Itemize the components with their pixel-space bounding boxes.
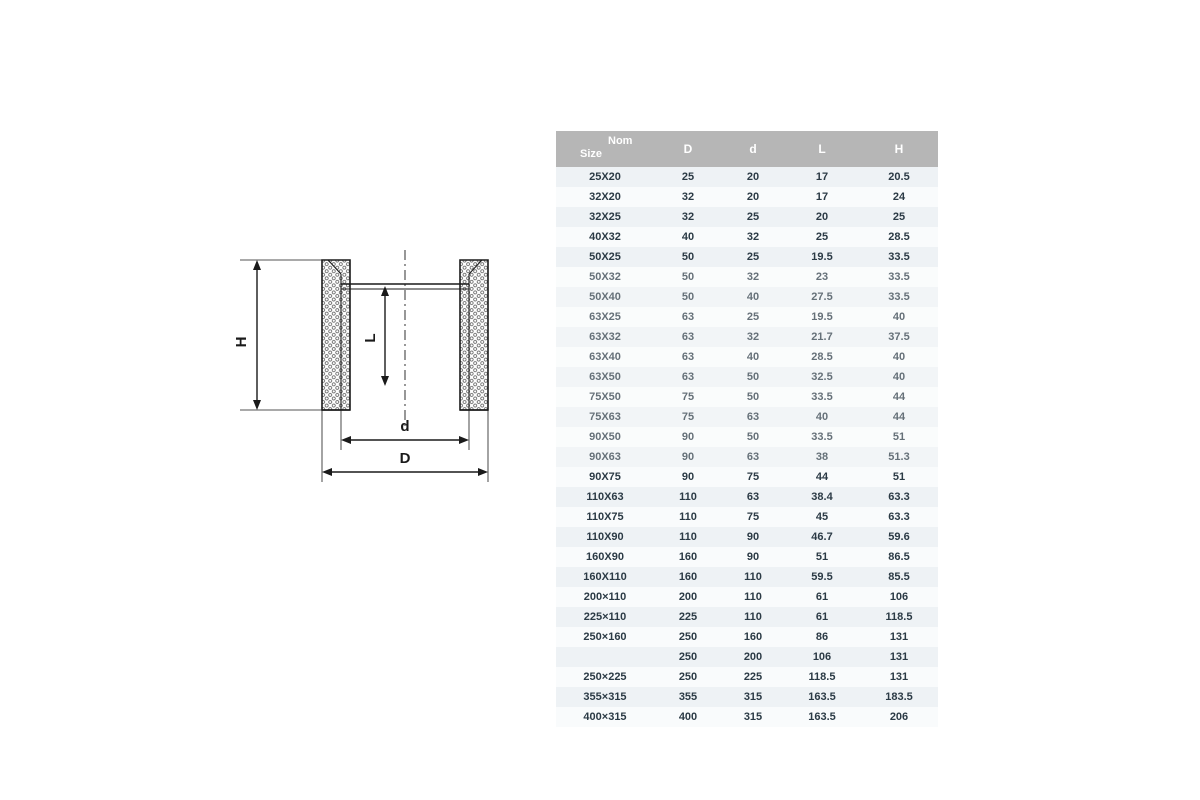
table-row xyxy=(556,207,938,227)
table-row xyxy=(556,307,938,327)
cell-d: 110 xyxy=(722,587,784,607)
cell-L: 33.5 xyxy=(784,387,860,407)
dimension-L xyxy=(362,286,389,386)
table-row xyxy=(556,227,938,247)
column-header-size-size: Size xyxy=(580,148,603,160)
cell-D: 25 xyxy=(654,167,722,187)
cell-d: 50 xyxy=(722,367,784,387)
cell-H: 33.5 xyxy=(860,247,938,267)
cell-size: 63X50 xyxy=(556,367,654,387)
cell-d: 32 xyxy=(722,227,784,247)
dimension-H xyxy=(233,260,322,410)
table-row xyxy=(556,387,938,407)
cell-H: 28.5 xyxy=(860,227,938,247)
cell-L: 45 xyxy=(784,507,860,527)
cell-size: 75X63 xyxy=(556,407,654,427)
technical-drawing xyxy=(210,250,540,510)
cell-H: 40 xyxy=(860,367,938,387)
table-row xyxy=(556,707,938,727)
cell-size: 110X75 xyxy=(556,507,654,527)
cell-size: 63X25 xyxy=(556,307,654,327)
cell-H: 25 xyxy=(860,207,938,227)
dimension-label-L: L xyxy=(362,333,379,343)
cell-size: 355×315 xyxy=(556,687,654,707)
cell-D: 355 xyxy=(654,687,722,707)
table-row xyxy=(556,427,938,447)
table-row xyxy=(556,587,938,607)
table-row xyxy=(556,327,938,347)
cell-H: 20.5 xyxy=(860,167,938,187)
table-row xyxy=(556,547,938,567)
cell-D: 90 xyxy=(654,467,722,487)
cell-D: 250 xyxy=(654,647,722,667)
column-header-d: d xyxy=(722,131,784,167)
table-row xyxy=(556,367,938,387)
cell-size: 90X75 xyxy=(556,467,654,487)
cell-H: 59.6 xyxy=(860,527,938,547)
cell-D: 250 xyxy=(654,667,722,687)
table-row xyxy=(556,347,938,367)
table-row xyxy=(556,467,938,487)
cell-L: 21.7 xyxy=(784,327,860,347)
cell-size: 50X32 xyxy=(556,267,654,287)
table-row xyxy=(556,167,938,187)
cell-size: 225×110 xyxy=(556,607,654,627)
column-header-H: H xyxy=(860,131,938,167)
cell-L: 61 xyxy=(784,607,860,627)
cell-L: 23 xyxy=(784,267,860,287)
cell-D: 50 xyxy=(654,247,722,267)
table-row xyxy=(556,607,938,627)
cell-d: 63 xyxy=(722,487,784,507)
cell-D: 110 xyxy=(654,507,722,527)
cell-L: 118.5 xyxy=(784,667,860,687)
cell-d: 90 xyxy=(722,547,784,567)
cell-H: 51 xyxy=(860,427,938,447)
column-header-L: L xyxy=(784,131,860,167)
cell-d: 25 xyxy=(722,207,784,227)
cell-H: 118.5 xyxy=(860,607,938,627)
cell-D: 160 xyxy=(654,567,722,587)
coupling-cross-section-svg xyxy=(210,250,540,510)
cell-L: 44 xyxy=(784,467,860,487)
cell-L: 40 xyxy=(784,407,860,427)
cell-H: 33.5 xyxy=(860,267,938,287)
cell-L: 61 xyxy=(784,587,860,607)
cell-d: 20 xyxy=(722,167,784,187)
cell-H: 40 xyxy=(860,307,938,327)
cell-size: 160X110 xyxy=(556,567,654,587)
cell-H: 63.3 xyxy=(860,487,938,507)
cell-D: 40 xyxy=(654,227,722,247)
specifications-table xyxy=(556,131,938,727)
cell-L: 163.5 xyxy=(784,707,860,727)
dimension-label-d: d xyxy=(400,418,410,435)
cell-d: 32 xyxy=(722,327,784,347)
cell-L: 20 xyxy=(784,207,860,227)
cell-L: 46.7 xyxy=(784,527,860,547)
table-row xyxy=(556,527,938,547)
cell-H: 131 xyxy=(860,667,938,687)
table-row xyxy=(556,407,938,427)
cell-D: 400 xyxy=(654,707,722,727)
cell-H: 44 xyxy=(860,407,938,427)
cell-D: 200 xyxy=(654,587,722,607)
table-row xyxy=(556,447,938,467)
cell-D: 75 xyxy=(654,387,722,407)
table-row xyxy=(556,627,938,647)
cell-d: 25 xyxy=(722,307,784,327)
cell-d: 20 xyxy=(722,187,784,207)
table-row xyxy=(556,687,938,707)
column-header-size-nom: Nom xyxy=(608,135,633,147)
cell-H: 86.5 xyxy=(860,547,938,567)
cell-size: 250×225 xyxy=(556,667,654,687)
cell-D: 250 xyxy=(654,627,722,647)
cell-d: 110 xyxy=(722,567,784,587)
table-row xyxy=(556,667,938,687)
cell-L: 32.5 xyxy=(784,367,860,387)
cell-size: 400×315 xyxy=(556,707,654,727)
cell-size xyxy=(556,647,654,667)
cell-size: 63X32 xyxy=(556,327,654,347)
column-header-size xyxy=(556,131,654,167)
cell-L: 38.4 xyxy=(784,487,860,507)
cell-size: 160X90 xyxy=(556,547,654,567)
cell-d: 50 xyxy=(722,387,784,407)
cell-d: 63 xyxy=(722,407,784,427)
cell-d: 50 xyxy=(722,427,784,447)
cell-D: 63 xyxy=(654,347,722,367)
cell-size: 90X63 xyxy=(556,447,654,467)
cell-L: 25 xyxy=(784,227,860,247)
cell-L: 106 xyxy=(784,647,860,667)
cell-D: 90 xyxy=(654,427,722,447)
cell-H: 24 xyxy=(860,187,938,207)
table-header xyxy=(556,131,938,167)
table-row xyxy=(556,487,938,507)
cell-D: 63 xyxy=(654,327,722,347)
cell-H: 106 xyxy=(860,587,938,607)
cell-L: 17 xyxy=(784,187,860,207)
cell-H: 51.3 xyxy=(860,447,938,467)
cell-d: 32 xyxy=(722,267,784,287)
cell-L: 28.5 xyxy=(784,347,860,367)
cell-D: 110 xyxy=(654,527,722,547)
table-body xyxy=(556,167,938,727)
cell-size: 110X90 xyxy=(556,527,654,547)
cell-D: 160 xyxy=(654,547,722,567)
cell-size: 90X50 xyxy=(556,427,654,447)
cell-H: 131 xyxy=(860,647,938,667)
dimension-label-H: H xyxy=(233,336,250,348)
cell-d: 25 xyxy=(722,247,784,267)
cell-L: 19.5 xyxy=(784,307,860,327)
cell-H: 51 xyxy=(860,467,938,487)
cell-L: 38 xyxy=(784,447,860,467)
cell-d: 40 xyxy=(722,347,784,367)
cell-L: 27.5 xyxy=(784,287,860,307)
cell-H: 206 xyxy=(860,707,938,727)
cell-size: 50X40 xyxy=(556,287,654,307)
cell-d: 315 xyxy=(722,707,784,727)
cell-size: 50X25 xyxy=(556,247,654,267)
cell-d: 40 xyxy=(722,287,784,307)
cell-H: 40 xyxy=(860,347,938,367)
cell-D: 32 xyxy=(654,187,722,207)
cell-H: 85.5 xyxy=(860,567,938,587)
cell-size: 25X20 xyxy=(556,167,654,187)
cell-H: 44 xyxy=(860,387,938,407)
cell-H: 131 xyxy=(860,627,938,647)
table-row xyxy=(556,287,938,307)
cell-d: 200 xyxy=(722,647,784,667)
cell-size: 40X32 xyxy=(556,227,654,247)
cell-L: 17 xyxy=(784,167,860,187)
cell-L: 163.5 xyxy=(784,687,860,707)
cell-H: 37.5 xyxy=(860,327,938,347)
cell-H: 33.5 xyxy=(860,287,938,307)
cell-L: 51 xyxy=(784,547,860,567)
cell-D: 32 xyxy=(654,207,722,227)
cell-d: 225 xyxy=(722,667,784,687)
cell-size: 75X50 xyxy=(556,387,654,407)
table-row xyxy=(556,507,938,527)
cell-size: 110X63 xyxy=(556,487,654,507)
table-row xyxy=(556,187,938,207)
cell-D: 50 xyxy=(654,267,722,287)
cell-d: 90 xyxy=(722,527,784,547)
table-row xyxy=(556,567,938,587)
cell-D: 225 xyxy=(654,607,722,627)
cell-H: 63.3 xyxy=(860,507,938,527)
cell-L: 33.5 xyxy=(784,427,860,447)
table-header-row xyxy=(556,131,938,167)
cell-d: 63 xyxy=(722,447,784,467)
cell-D: 90 xyxy=(654,447,722,467)
cell-D: 50 xyxy=(654,287,722,307)
table-row xyxy=(556,247,938,267)
cell-d: 75 xyxy=(722,467,784,487)
cell-D: 75 xyxy=(654,407,722,427)
cell-H: 183.5 xyxy=(860,687,938,707)
cell-L: 86 xyxy=(784,627,860,647)
cell-size: 32X25 xyxy=(556,207,654,227)
cell-size: 32X20 xyxy=(556,187,654,207)
cell-D: 63 xyxy=(654,307,722,327)
cell-D: 63 xyxy=(654,367,722,387)
cell-size: 250×160 xyxy=(556,627,654,647)
table-row xyxy=(556,647,938,667)
cell-d: 110 xyxy=(722,607,784,627)
cell-L: 59.5 xyxy=(784,567,860,587)
cell-D: 110 xyxy=(654,487,722,507)
cell-size: 200×110 xyxy=(556,587,654,607)
cell-size: 63X40 xyxy=(556,347,654,367)
dimension-label-D: D xyxy=(399,450,411,467)
cell-d: 160 xyxy=(722,627,784,647)
cell-d: 315 xyxy=(722,687,784,707)
table-row xyxy=(556,267,938,287)
cell-d: 75 xyxy=(722,507,784,527)
column-header-D: D xyxy=(654,131,722,167)
cell-L: 19.5 xyxy=(784,247,860,267)
